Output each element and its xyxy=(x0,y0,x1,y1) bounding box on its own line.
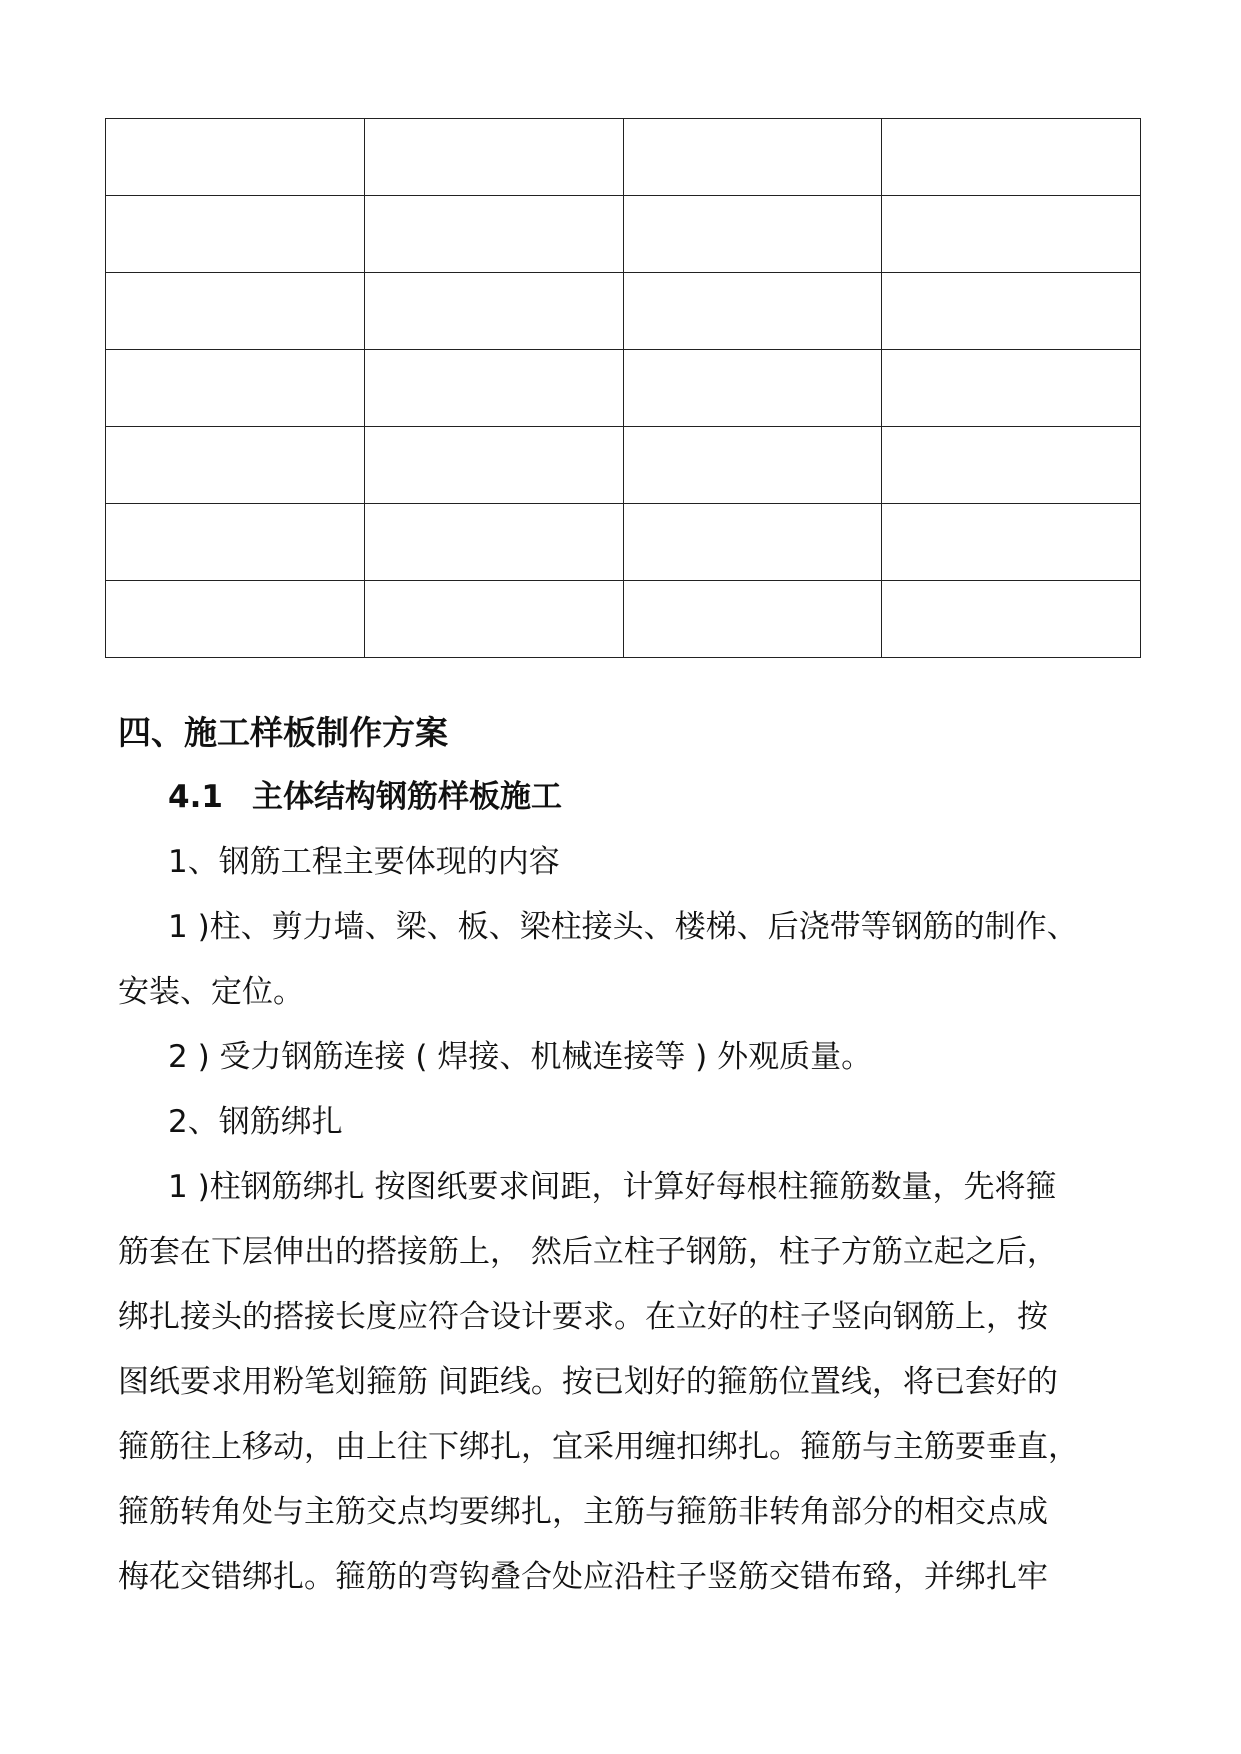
paragraph-line: 1 )柱钢筋绑扎 按图纸要求间距，计算好每根柱箍筋数量，先将箍 xyxy=(168,1169,1057,1205)
table-cell xyxy=(882,119,1141,196)
paragraph-line: 1 )柱、剪力墙、梁、板、梁柱接头、楼梯、后浇带等钢筋的制作、 xyxy=(168,909,1078,945)
table-cell xyxy=(364,119,623,196)
subsection-title: 主体结构钢筋样板施工 xyxy=(252,779,562,815)
table-cell xyxy=(106,427,365,504)
table-row xyxy=(106,273,1141,350)
table-row xyxy=(106,119,1141,196)
table-cell xyxy=(364,427,623,504)
paragraph-line: 安装、定位。 xyxy=(118,974,304,1010)
paragraph-line: 1、钢筋工程主要体现的内容 xyxy=(168,844,560,880)
subsection-number: 4.1 xyxy=(168,779,223,815)
table-cell xyxy=(106,350,365,427)
body-text xyxy=(118,700,1138,1610)
table-cell xyxy=(364,273,623,350)
table-cell xyxy=(882,196,1141,273)
table-cell xyxy=(106,504,365,581)
paragraph-line: 图纸要求用粉笔划箍筋 间距线。按已划好的箍筋位置线，将已套好的 xyxy=(118,1364,1058,1400)
paragraph-line: 梅花交错绑扎。箍筋的弯钩叠合处应沿柱子竖筋交错布臵，并绑扎牢 xyxy=(118,1559,1048,1595)
table-cell xyxy=(623,196,882,273)
table-cell xyxy=(882,427,1141,504)
table-cell xyxy=(106,119,365,196)
table-cell xyxy=(623,350,882,427)
table-cell xyxy=(623,581,882,658)
table-cell xyxy=(106,581,365,658)
table-cell xyxy=(364,504,623,581)
paragraph-line: 2 ) 受力钢筋连接 ( 焊接、机械连接等 ) 外观质量。 xyxy=(168,1039,873,1075)
section-heading: 四、施工样板制作方案 xyxy=(118,713,448,752)
table-cell xyxy=(882,504,1141,581)
table-cell xyxy=(623,273,882,350)
table-cell xyxy=(106,273,365,350)
paragraph-line: 2、钢筋绑扎 xyxy=(168,1104,343,1140)
table-cell xyxy=(882,350,1141,427)
table-cell xyxy=(623,427,882,504)
table-row xyxy=(106,350,1141,427)
table-row xyxy=(106,427,1141,504)
paragraph-line: 箍筋往上移动，由上往下绑扎，宜采用缠扣绑扎。箍筋与主筋要垂直， xyxy=(118,1429,1079,1465)
table-cell xyxy=(364,581,623,658)
table-cell xyxy=(623,119,882,196)
paragraph-line: 绑扎接头的搭接长度应符合设计要求。在立好的柱子竖向钢筋上，按 xyxy=(118,1299,1048,1335)
table-row xyxy=(106,504,1141,581)
table-row xyxy=(106,196,1141,273)
table-cell xyxy=(623,504,882,581)
table-row xyxy=(106,581,1141,658)
empty-table xyxy=(105,118,1141,658)
paragraph-line: 箍筋转角处与主筋交点均要绑扎，主筋与箍筋非转角部分的相交点成 xyxy=(118,1494,1048,1530)
subsection-heading xyxy=(118,765,1138,830)
table-cell xyxy=(106,196,365,273)
paragraph-line: 筋套在下层伸出的搭接筋上， 然后立柱子钢筋，柱子方筋立起之后， xyxy=(118,1234,1058,1270)
table-cell xyxy=(882,273,1141,350)
table-cell xyxy=(364,350,623,427)
table-cell xyxy=(364,196,623,273)
table-cell xyxy=(882,581,1141,658)
